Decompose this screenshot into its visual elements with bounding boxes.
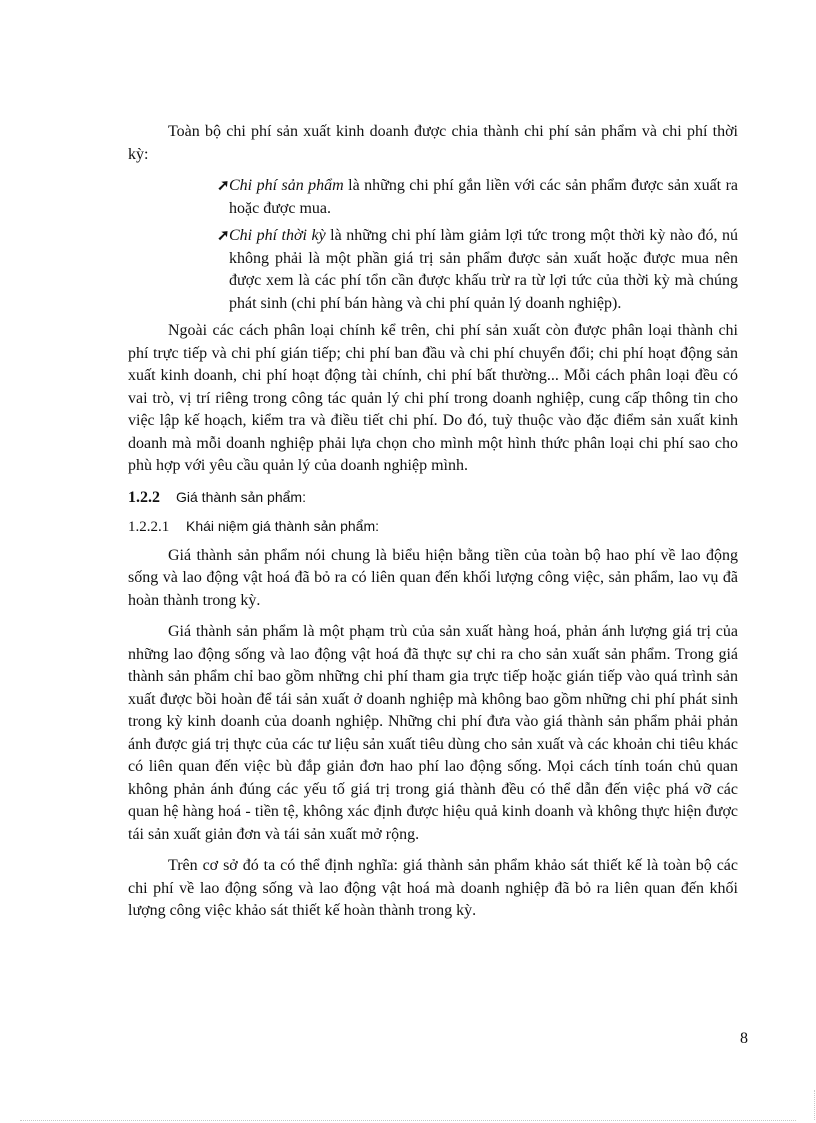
section-title: Khái niệm giá thành sản phẩm: <box>186 517 380 534</box>
page-body <box>128 121 738 932</box>
paragraph-cost-price-definition: Giá thành sản phẩm nói chung là biểu hiện bằng tiền của toàn bộ hao phí về lao động sống và lao động vật hoá đã bỏ ra có liên quan đến khối lượng công việc, sản phẩm, lao vụ đã hoàn thành trong kỳ. <box>128 546 738 609</box>
bullet-text: là những chi phí làm giảm lợi tức trong một thời kỳ nào đó, nú không phải là một phần giá trị sản phẩm được sản xuất hoặc được mua nên được xem là các phí tổn cần được khấu trừ ra từ lợi tức của thời kỳ mà chúng phát sinh (chi phí bán hàng và chi phí quản lý doanh nghiệp). <box>229 227 738 312</box>
bullet-term: Chi phí thời kỳ <box>229 227 326 244</box>
bullet-item-product-cost <box>217 175 739 220</box>
paragraph-cost-classification-intro: Toàn bộ chi phí sản xuất kinh doanh được chia thành chi phí sản phẩm và chi phí thời kỳ: <box>128 123 738 163</box>
bullet-text: là những chi phí gắn liền với các sản phẩm được sản xuất ra hoặc được mua. <box>229 177 739 217</box>
section-heading-1-2-2 <box>128 487 738 508</box>
paragraph-survey-design-cost-price: Trên cơ sở đó ta có thể định nghĩa: giá thành sản phẩm khảo sát thiết kế là toàn bộ các chi phí về lao động sống và lao động vật hoá mà doanh nghiệp đã bỏ ra liên quan đến khối lượng công việc khảo sát thiết kế hoàn thành trong kỳ. <box>128 857 738 919</box>
bullet-item-period-cost <box>217 225 738 315</box>
page-bottom-border <box>20 1120 796 1121</box>
paragraph-other-classifications: Ngoài các cách phân loại chính kể trên, chi phí sản xuất còn được phân loại thành chi phí trực tiếp và chi phí gián tiếp; chi phí ban đầu và chi phí chuyển đổi; chi phí hoạt động sản xuất kinh doanh, chi phí hoạt động tài chính, chi phí bất thường... Mỗi cách phân loại đều có vai trò, vị trí riêng trong công tác quản lý chi phí trong doanh nghiệp, cung cấp thông tin cho việc lập kế hoạch, kiểm tra và điều tiết chi phí. Do đó, tuỳ thuộc vào đặc điểm sản xuất kinh doanh mà mỗi doanh nghiệp phải lựa chọn cho mình một hình thức phân loại chi phí sao cho phù hợp với yêu cầu quản lý của doanh nghiệp mình. <box>128 322 738 474</box>
arrow-bullet-icon: ➚ <box>217 178 230 194</box>
section-heading-1-2-2-1 <box>128 516 738 537</box>
bullet-term: Chi phí sản phẩm <box>229 177 344 194</box>
page-number: 8 <box>740 1030 748 1047</box>
arrow-bullet-icon: ➚ <box>217 228 230 244</box>
section-number: 1.2.2.1 <box>128 518 170 535</box>
section-title: Giá thành sản phẩm: <box>176 488 306 505</box>
section-number: 1.2.2 <box>128 488 160 506</box>
paragraph-cost-price-category: Giá thành sản phẩm là một phạm trù của sản xuất hàng hoá, phản ánh lượng giá trị của những lao động sống và lao động vật hoá đã thực sự chi ra cho sản xuất sản phẩm. Trong giá thành sản phẩm chỉ bao gồm những chi phí tham gia trực tiếp hoặc gián tiếp vào quá trình sản xuất được bồi hoàn để tái sản xuất ở doanh nghiệp mà không bao gồm những chi phí phát sinh trong kỳ kinh doanh của doanh nghiệp. Những chi phí đưa vào giá thành sản phẩm phải phản ánh được giá trị thực của các tư liệu sản xuất tiêu dùng cho sản xuất và các khoản chi tiêu khác có liên quan đến việc bù đắp giản đơn hao phí lao động sống. Mọi cách tính toán chủ quan không phản ánh đúng các yếu tố giá trị trong giá thành đều có thể dẫn đến việc phá vỡ các quan hệ hàng hoá - tiền tệ, không xác định được hiệu quả kinh doanh và không thực hiện được tái sản xuất giản đơn và tái sản xuất mở rộng. <box>128 623 738 843</box>
